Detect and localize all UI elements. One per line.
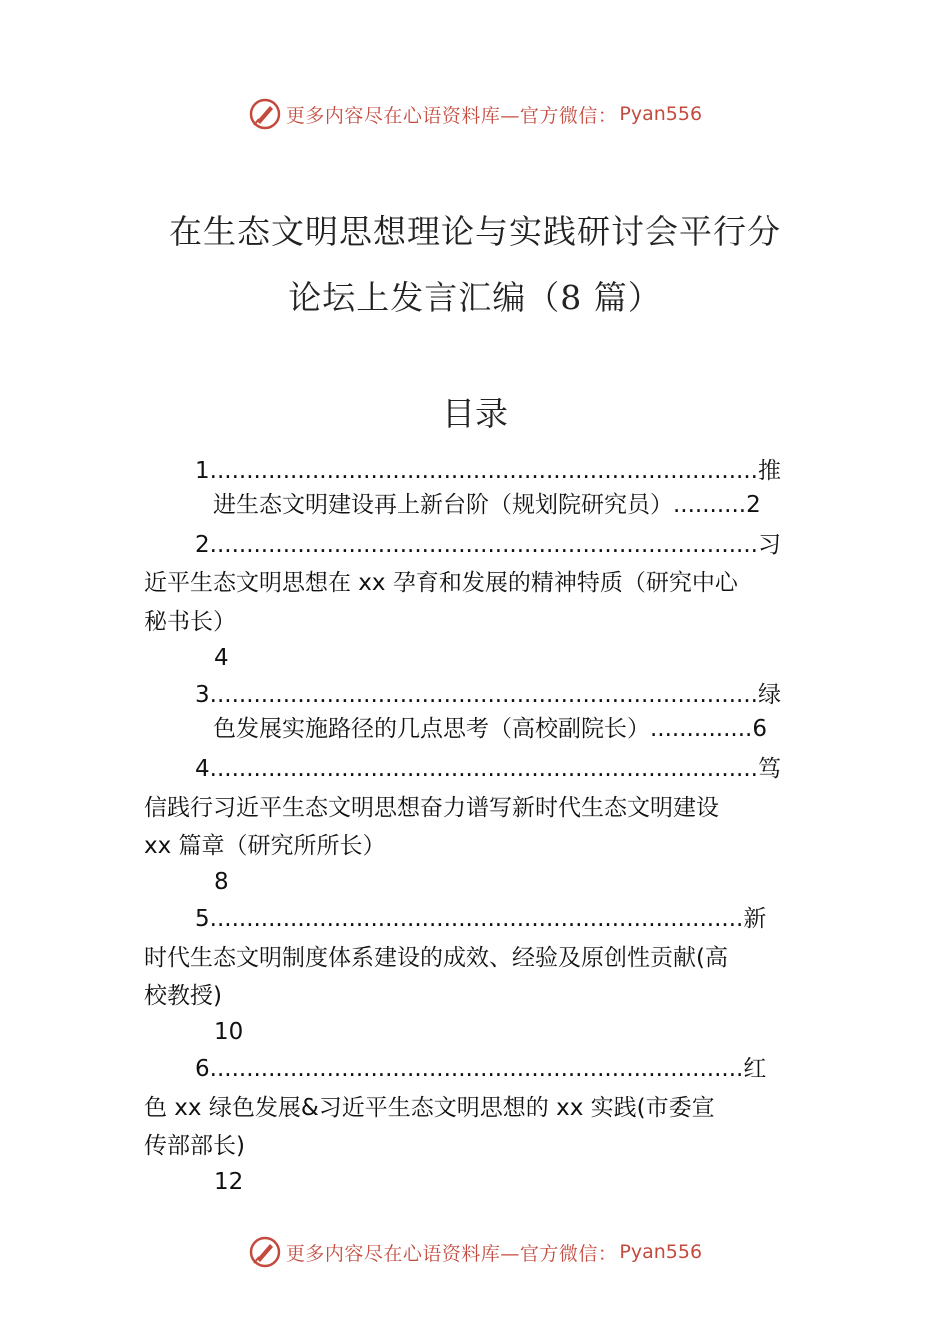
footer-banner-text: 更多内容尽在心语资料库—官方微信： [285,1242,618,1265]
toc-entry-5-leader[interactable]: 5.........................................................................新 [195,906,767,932]
banner-text: 更多内容尽在心语资料库—官方微信： [285,104,618,127]
toc-entry-3-leader[interactable]: 3...........................................................................绿 [195,682,781,708]
toc-entry-6-page[interactable]: 12 [214,1169,244,1195]
document-title-line1: 在生态文明思想理论与实践研讨会平行分 [169,212,781,251]
toc-entry-1-leader[interactable]: 1...........................................................................推 [195,458,781,484]
toc-entry-5-page[interactable]: 10 [214,1019,244,1045]
toc-heading: 目录 [442,394,508,433]
toc-entry-5-title[interactable]: 时代生态文明制度体系建设的成效、经验及原创性贡献(高 [144,945,728,971]
footer-banner [0,1232,950,1272]
toc-entry-5-title-cont[interactable]: 校教授) [144,983,222,1009]
document-title-line2: 论坛上发言汇编（8 篇） [288,278,662,317]
toc-entry-4-page[interactable]: 8 [214,869,229,895]
quill-logo-icon [248,97,282,131]
toc-entry-1-title[interactable]: 进生态文明建设再上新台阶（规划院研究员）..........2 [213,492,761,518]
toc-entry-4-title[interactable]: 信践行习近平生态文明思想奋力谱写新时代生态文明建设 [144,795,719,821]
toc-entry-3-title[interactable]: 色发展实施路径的几点思考（高校副院长）..............6 [213,716,767,742]
toc-entry-4-leader[interactable]: 4...........................................................................笃 [195,756,781,782]
toc-entry-4-title-cont[interactable]: xx 篇章（研究所所长） [144,833,386,859]
toc-entry-2-title-cont[interactable]: 秘书长） [144,609,236,635]
footer-banner-wechat-id: Pyan556 [619,1241,703,1263]
toc-entry-2-leader[interactable]: 2...........................................................................习 [195,532,781,558]
quill-logo-icon [248,1235,282,1269]
toc-entry-2-page[interactable]: 4 [214,645,229,671]
toc-entry-6-leader[interactable]: 6.........................................................................红 [195,1056,767,1082]
toc-entry-6-title[interactable]: 色 xx 绿色发展&习近平生态文明思想的 xx 实践(市委宣 [144,1095,715,1121]
banner-wechat-id: Pyan556 [619,103,703,125]
toc-entry-6-title-cont[interactable]: 传部部长) [144,1133,245,1159]
header-banner [0,94,950,134]
toc-entry-2-title[interactable]: 近平生态文明思想在 xx 孕育和发展的精神特质（研究中心 [144,570,738,596]
